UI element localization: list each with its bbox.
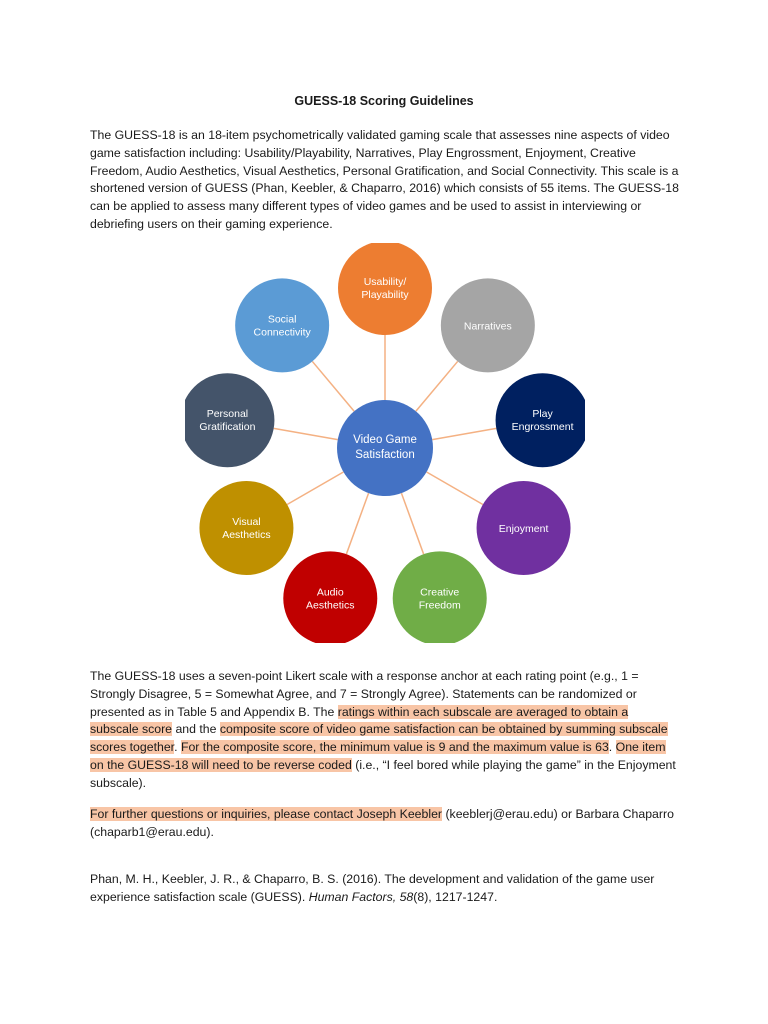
scoring-text-2: and the [172, 722, 220, 737]
node-label: Social [267, 313, 297, 326]
diagram-node [283, 551, 377, 643]
scoring-text-1: The GUESS-18 uses a seven-point Likert scale with a response anchor at each rating point (e.g., 1 = Strongly Disagree, 5 = Somewhat Agree, and 7 = Strongly Agree). Statements can be randomized or presented as in Table 5 and Appendix B. The [90, 669, 639, 719]
contact-paragraph [90, 806, 680, 842]
connector-line [432, 428, 496, 439]
node-label: Gratification [199, 421, 256, 434]
connector-line [346, 493, 368, 554]
scoring-highlight-3: For the composite score, the minimum value is 9 and the maximum value is 63 [180, 740, 609, 755]
reference-text-2: (8), 1217-1247. [413, 889, 498, 904]
node-label: Visual [232, 516, 261, 528]
node-label: Aesthetics [222, 529, 271, 541]
node-label: Aesthetics [306, 599, 355, 612]
connector-line [274, 428, 338, 439]
diagram-node [199, 481, 293, 575]
diagram-node [496, 373, 585, 467]
node-label: Play [532, 408, 553, 421]
scoring-text-3: . [174, 740, 181, 755]
diagram-node [477, 481, 571, 575]
contact-text: (keeblerj@erau.edu) or Barbara Chaparro (chaparb1@erau.edu). [90, 807, 674, 839]
connector-line [416, 361, 458, 411]
node-circle [199, 481, 293, 575]
node-label: Personal [206, 408, 249, 421]
scoring-text-5: (i.e., “I feel bored while playing the game” in the Enjoyment subscale). [90, 757, 676, 790]
node-label: Narratives [463, 320, 512, 333]
connector-line [287, 472, 343, 505]
diagram-node [235, 278, 329, 372]
connector-line [427, 472, 483, 505]
diagram-node [441, 278, 535, 372]
document-title: GUESS-18 Scoring Guidelines [294, 94, 474, 108]
scoring-highlight-1: ratings within each subscale are averaged to obtain a subscale score [90, 704, 629, 737]
connector-line [312, 361, 354, 411]
satisfaction-diagram [185, 243, 585, 643]
center-label-line1: Video Game [353, 434, 417, 446]
diagram-node [185, 373, 274, 467]
node-label: Playability [361, 289, 409, 301]
scoring-highlight-4: One item on the GUESS-18 will need to be reverse coded [90, 740, 666, 772]
node-label: Creative [420, 586, 460, 599]
diagram-center-node [337, 400, 433, 496]
intro-paragraph: The GUESS-18 is an 18-item psychometrically validated gaming scale that assesses nine aspects of video game satisfaction including: Usability/Playability, Narratives, Play Engrossment, Enjoyment, Creative Freedom, Audio Aesthetics, Visual Aesthetics, Personal Gratification, and Social Connectivity. This scale is a shortened version of GUESS (Phan, Keebler, & Chaparro, 2016) which consists of 55 items. The GUESS-18 can be applied to assess many different types of video games and be used to assist in interviewing or debriefing users on their gaming experience. [90, 128, 679, 231]
scoring-paragraph [90, 668, 680, 793]
node-label: Enjoyment [498, 523, 549, 535]
scoring-text-4: . [608, 740, 616, 755]
node-label: Audio [316, 586, 344, 599]
diagram-node [338, 243, 432, 335]
reference-text-1: Phan, M. H., Keebler, J. R., & Chaparro, B. S. (2016). The development and validation of the game user experience satisfaction scale (GUESS). [90, 872, 655, 904]
node-label: Engrossment [511, 421, 574, 434]
center-label-line2: Satisfaction [355, 449, 415, 461]
reference-journal: Human Factors, 58 [308, 889, 414, 904]
reference-paragraph [90, 871, 680, 907]
scoring-highlight-2: composite score of video game satisfaction can be obtained by summing subscale scores together [90, 722, 668, 755]
node-label: Usability/ [363, 276, 407, 288]
diagram-node [393, 551, 487, 643]
node-label: Freedom [418, 599, 461, 612]
connector-line [401, 493, 423, 554]
node-label: Connectivity [253, 326, 311, 339]
contact-highlight: For further questions or inquiries, please contact Joseph Keebler [90, 807, 443, 821]
center-circle [337, 400, 433, 496]
